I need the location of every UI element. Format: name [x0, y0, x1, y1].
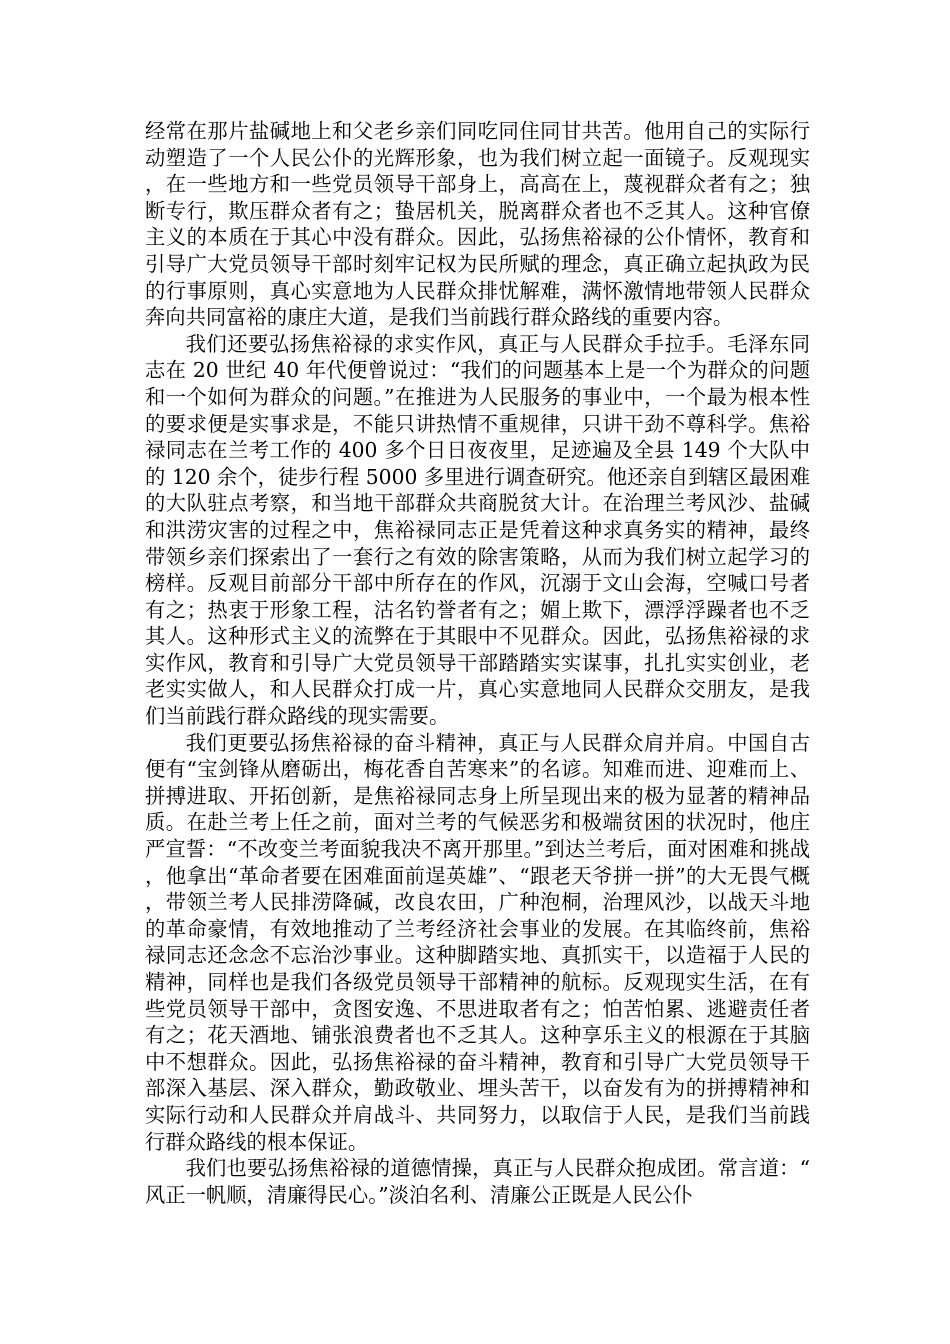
document-page: [145, 118, 810, 1208]
paragraph-moral-integrity: 我们也要弘扬焦裕禄的道德情操，真正与人民群众抱成团。常言道：“风正一帆顺，清廉得民心。”淡泊名利、清廉公正既是人民公仆: [145, 1156, 810, 1207]
paragraph-public-servant: 经常在那片盐碱地上和父老乡亲们同吃同住同甘共苦。他用自己的实际行动塑造了一个人民公仆的光辉形象，也为我们树立起一面镜子。反观现实，在一些地方和一些党员领导干部身上，高高在上，蔑视群众者有之；独断专行，欺压群众者有之；蛰居机关，脱离群众者也不乏其人。这种官僚主义的本质在于其心中没有群众。因此，弘扬焦裕禄的公仆情怀，教育和引导广大党员领导干部时刻牢记权为民所赋的理念，真正确立起执政为民的行事原则，真心实意地为人民群众排忧解难，满怀激情地带领人民群众奔向共同富裕的康庄大道，是我们当前践行群众路线的重要内容。: [145, 119, 810, 330]
paragraph-struggle-spirit: 我们更要弘扬焦裕禄的奋斗精神，真正与人民群众肩并肩。中国自古便有“宝剑锋从磨砺出，梅花香自苦寒来”的名谚。知难而进、迎难而上、拼搏进取、开拓创新，是焦裕禄同志身上所呈现出来的极为显著的精神品质。在赴兰考上任之前，面对兰考的气候恶劣和极端贫困的状况时，他庄严宣誓：“不改变兰考面貌我决不离开那里。”到达兰考后，面对困难和挑战，他拿出“革命者要在困难面前逞英雄”、“跟老天爷拼一拼”的大无畏气概，带领兰考人民排涝降碱，改良农田，广种泡桐，治理风沙，以战天斗地的革命豪情，有效地推动了兰考经济社会事业的发展。在其临终前，焦裕禄同志还念念不忘治沙事业。这种脚踏实地、真抓实干，以造福于人民的精神，同样也是我们各级党员领导干部精神的航标。反观现实生活，在有些党员领导干部中，贪图安逸、不思进取者有之；怕苦怕累、逃避责任者有之；花天酒地、铺张浪费者也不乏其人。这种享乐主义的根源在于其脑中不想群众。因此，弘扬焦裕禄的奋斗精神，教育和引导广大党员领导干部深入基层、深入群众，勤政敬业、埋头苦干，以奋发有为的拼搏精神和实际行动和人民群众并肩战斗、共同努力，以取信于人民，是我们当前践行群众路线的根本保证。: [145, 730, 810, 1154]
paragraph-practical-style: 我们还要弘扬焦裕禄的求实作风，真正与人民群众手拉手。毛泽东同志在 20 世纪 40 年代便曾说过：“我们的问题基本上是一个为群众的问题和一个如何为群众的问题。”在推进为人民服务的事业中，一个最为根本性的要求便是实事求是，不能只讲热情不重规律，只讲干劲不尊科学。焦裕禄同志在兰考工作的 400 多个日日夜夜里，足迹遍及全县 149 个大队中的 120 余个，徒步行程 5000 多里进行调查研究。他还亲自到辖区最困难的大队驻点考察，和当地干部群众共商脱贫大计。在治理兰考风沙、盐碱和洪涝灾害的过程之中，焦裕禄同志正是凭着这种求真务实的精神，最终带领乡亲们探索出了一套行之有效的除害策略，从而为我们树立起学习的榜样。反观目前部分干部中所存在的作风，沉溺于文山会海，空喊口号者有之；热衷于形象工程，沽名钓誉者有之；媚上欺下，漂浮浮躁者也不乏其人。这种形式主义的流弊在于其眼中不见群众。因此，弘扬焦裕禄的求实作风，教育和引导广大党员领导干部踏踏实实谋事，扎扎实实创业，老老实实做人，和人民群众打成一片，真心实意地同人民群众交朋友，是我们当前践行群众路线的现实需要。: [145, 331, 810, 729]
